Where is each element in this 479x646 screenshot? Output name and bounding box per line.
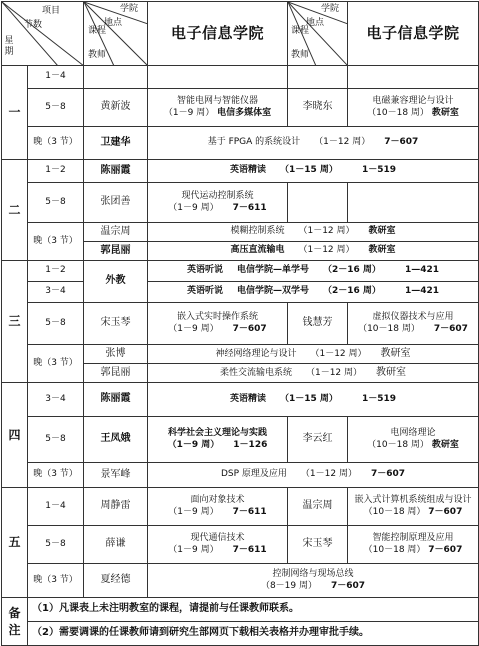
- course-weeks: （1－12 周）: [298, 226, 355, 237]
- table-row: [2, 463, 479, 488]
- period-cell: 晚（3 节）: [28, 223, 84, 261]
- teacher-cell: 卫建华: [84, 127, 148, 160]
- course-weeks: （1－15 周）: [280, 165, 338, 176]
- sub-header-location-right: 地点: [306, 18, 325, 28]
- period-cell: 晚（3 节）: [28, 127, 84, 160]
- note-1: （1）凡课表上未注明教室的课程，请提前与任课教师联系。: [28, 598, 479, 622]
- course-weeks: （8－19 周）: [260, 580, 317, 591]
- sub-header-teacher-right: 教师: [291, 50, 310, 60]
- course-name: 英语精读: [230, 165, 267, 176]
- day-tuesday: 二: [2, 160, 28, 261]
- teacher-cell: 钱慧芳: [288, 303, 348, 345]
- course-cell: [148, 364, 479, 383]
- table-row: [2, 526, 479, 564]
- course-name: 嵌入式计算机系统组成与设计: [354, 495, 472, 506]
- period-cell: 5－8: [28, 526, 84, 564]
- course-name: 英语听说: [186, 265, 223, 276]
- course-weeks: （1－9 周）: [168, 506, 219, 517]
- course-name: 科学社会主义理论与实践: [167, 428, 267, 439]
- teacher-cell: 景军峰: [84, 463, 148, 488]
- course-room: 教研室: [380, 347, 411, 359]
- course-weeks: （1－9 周）: [167, 439, 220, 450]
- course-weeks: （1－12 周）: [298, 245, 355, 256]
- period-cell: 晚（3 节）: [28, 463, 84, 488]
- course-room: 教研室: [431, 107, 459, 118]
- course-cell: [148, 383, 479, 417]
- period-cell: 晚（3 节）: [28, 564, 84, 598]
- teacher-cell: 陈丽霞: [84, 383, 148, 417]
- course-room: 7－607: [433, 323, 468, 334]
- table-row: [2, 160, 479, 183]
- course-room: 教研室: [431, 439, 459, 450]
- notes-row: [2, 622, 479, 646]
- course-cell: [348, 183, 479, 223]
- table-row: [2, 282, 479, 303]
- course-room: 1—421: [404, 265, 439, 276]
- course-room: 7－607: [428, 544, 463, 555]
- teacher-cell: 夏经德: [84, 564, 148, 598]
- course-weeks: （10－18 周）: [367, 107, 429, 118]
- course-cell: [348, 303, 479, 345]
- period-cell: 5－8: [28, 417, 84, 463]
- course-cell: [148, 564, 479, 598]
- course-weeks: （1－9 周）: [168, 544, 219, 555]
- course-cell: [348, 417, 479, 463]
- sub-header-course: 课程: [88, 26, 107, 36]
- course-name: 智能电网与智能仪器: [176, 96, 258, 107]
- period-cell: 5－8: [28, 89, 84, 127]
- course-name: 模糊控制系统: [230, 226, 285, 237]
- table-row: [2, 564, 479, 598]
- course-name: 嵌入式实时操作系统: [176, 312, 258, 323]
- table-row: [2, 303, 479, 345]
- course-weeks: （10－18 周）: [363, 506, 426, 517]
- period-cell: 3－4: [28, 383, 84, 417]
- course-weeks: （10－18 周）: [363, 544, 426, 555]
- table-row: [2, 488, 479, 526]
- period-cell: 1－4: [28, 488, 84, 526]
- day-wednesday: 三: [2, 261, 28, 383]
- course-room: 7－607: [232, 323, 267, 334]
- teacher-cell: 宋玉琴: [84, 303, 148, 345]
- course-weeks: （1－12 周）: [300, 469, 357, 480]
- course-cell: [148, 66, 288, 89]
- course-cell: [148, 261, 479, 282]
- course-cell: [148, 526, 288, 564]
- teacher-cell: 温宗周: [84, 223, 148, 242]
- course-cell: [148, 488, 288, 526]
- course-cell: [148, 282, 479, 303]
- period-cell: 3－4: [28, 282, 84, 303]
- course-weeks: （2－16 周）: [323, 265, 381, 276]
- sub-header-course-right: 课程: [291, 26, 310, 36]
- note-2: （2）需要调课的任课教师请到研究生部网页下载相关表格并办理审批手续。: [28, 622, 479, 646]
- course-room: 教研室: [376, 366, 407, 378]
- period-cell: 1－2: [28, 261, 84, 282]
- course-name: 现代通信技术: [190, 533, 245, 544]
- course-room: 电信多媒体室: [217, 107, 272, 118]
- course-room: 7－611: [232, 506, 267, 517]
- period-cell: 5－8: [28, 183, 84, 223]
- teacher-cell: 张团善: [84, 183, 148, 223]
- teacher-cell: [84, 66, 148, 89]
- course-cell: [348, 526, 479, 564]
- course-name: 面向对象技术: [190, 495, 245, 506]
- teacher-cell: [288, 66, 348, 89]
- day-monday: 一: [2, 66, 28, 160]
- course-weeks: （1－12 周）: [314, 137, 371, 148]
- course-room: 7－607: [330, 580, 366, 591]
- course-name: 电磁兼容理论与设计: [372, 96, 454, 107]
- course-cell: [348, 66, 479, 89]
- teacher-cell: 周静雷: [84, 488, 148, 526]
- course-name: 控制网络与现场总线: [272, 569, 354, 580]
- course-cell: [148, 160, 479, 183]
- period-cell: 1－2: [28, 160, 84, 183]
- period-cell: 晚（3 节）: [28, 345, 84, 383]
- course-cell: [348, 488, 479, 526]
- course-name: 英语精读: [230, 393, 267, 404]
- course-room: 7－611: [232, 544, 267, 555]
- teacher-cell: 李云红: [288, 417, 348, 463]
- course-room: 1－126: [233, 439, 268, 450]
- table-row: [2, 66, 479, 89]
- course-cell: [148, 223, 479, 242]
- course-room: 7－607: [384, 137, 419, 148]
- teacher-cell: 郭昆丽: [84, 242, 148, 261]
- teacher-cell: 黄新波: [84, 89, 148, 127]
- header-sections-label: 节数: [24, 20, 43, 30]
- period-cell: 1－4: [28, 66, 84, 89]
- course-name: 现代运动控制系统: [181, 191, 254, 202]
- course-cell: [148, 303, 288, 345]
- course-cell: [148, 242, 479, 261]
- header-weekday-label: 星期: [4, 36, 14, 58]
- course-name: 智能控制原理及应用: [372, 533, 454, 544]
- schedule-table: [1, 1, 478, 639]
- teacher-cell: 宋玉琴: [288, 526, 348, 564]
- course-weeks: （1－9 周）: [168, 202, 219, 213]
- course-weeks: （1－9 周）: [163, 107, 215, 118]
- course-cell: [148, 463, 479, 488]
- college-header-right: 电子信息学院: [348, 2, 479, 66]
- course-weeks: （2－16 周）: [323, 286, 381, 297]
- sub-header-teacher: 教师: [88, 50, 107, 60]
- course-name: 高压直流输电: [230, 245, 285, 256]
- teacher-cell: [288, 183, 348, 223]
- course-room: 教研室: [368, 226, 396, 237]
- course-name: 虚拟仪器技术与应用: [372, 312, 454, 323]
- header-item-label: 项目: [42, 6, 61, 16]
- course-class: 电信学院—单学号: [237, 265, 310, 276]
- timetable-grid: [1, 1, 479, 646]
- teacher-cell: 李晓东: [288, 89, 348, 127]
- course-name: DSP 原理及应用: [220, 469, 287, 480]
- course-name: 英语听说: [186, 286, 223, 297]
- table-row: [2, 127, 479, 160]
- course-room: 教研室: [368, 245, 396, 256]
- table-row: [2, 345, 479, 364]
- course-cell: [148, 89, 288, 127]
- sub-header-right: [288, 2, 348, 66]
- course-name: 柔性交流输电系统: [219, 367, 292, 378]
- sub-header-college: 学院: [120, 4, 139, 14]
- course-cell: [148, 183, 288, 223]
- teacher-cell: 张博: [84, 345, 148, 364]
- course-room: 1—421: [404, 286, 439, 297]
- day-thursday: 四: [2, 383, 28, 488]
- course-weeks: （1－9 周）: [168, 323, 219, 334]
- course-weeks: （1－12 周）: [310, 348, 367, 359]
- table-row: [2, 223, 479, 242]
- teacher-cell: 薛谦: [84, 526, 148, 564]
- teacher-cell: 陈丽霞: [84, 160, 148, 183]
- table-row: [2, 183, 479, 223]
- header-row: [2, 2, 479, 66]
- sub-header-college-right: 学院: [321, 4, 340, 14]
- course-name: 电网络理论: [390, 428, 436, 439]
- notes-row: [2, 598, 479, 622]
- college-header-left: 电子信息学院: [148, 2, 288, 66]
- teacher-cell: 温宗周: [288, 488, 348, 526]
- notes-label: 备注: [2, 598, 28, 646]
- course-room: 1－519: [361, 165, 396, 176]
- table-row: [2, 261, 479, 282]
- corner-header: [2, 2, 84, 66]
- course-room: 7－607: [370, 469, 406, 480]
- day-friday: 五: [2, 488, 28, 598]
- course-room: 1－519: [361, 393, 396, 404]
- teacher-cell: 郭昆丽: [84, 364, 148, 383]
- course-name: 基于 FPGA 的系统设计: [207, 137, 301, 148]
- table-row: [2, 417, 479, 463]
- table-row: [2, 89, 479, 127]
- sub-header-location: 地点: [104, 18, 123, 28]
- course-weeks: （1－12 周）: [305, 367, 363, 378]
- course-room: 7－611: [232, 202, 267, 213]
- teacher-cell: 外教: [84, 261, 148, 303]
- course-weeks: （1－15 周）: [280, 393, 338, 404]
- teacher-cell: 王凤娥: [84, 417, 148, 463]
- course-weeks: （10－18 周）: [367, 439, 429, 450]
- course-cell: [148, 345, 479, 364]
- course-name: 神经网络理论与设计: [215, 348, 297, 359]
- table-row: [2, 383, 479, 417]
- period-cell: 5－8: [28, 303, 84, 345]
- course-cell: [348, 89, 479, 127]
- course-cell: [148, 127, 479, 160]
- course-cell: [148, 417, 288, 463]
- course-class: 电信学院—双学号: [237, 286, 310, 297]
- sub-header-left: [84, 2, 148, 66]
- course-room: 7－607: [428, 506, 463, 517]
- course-weeks: （10－18 周）: [358, 323, 420, 334]
